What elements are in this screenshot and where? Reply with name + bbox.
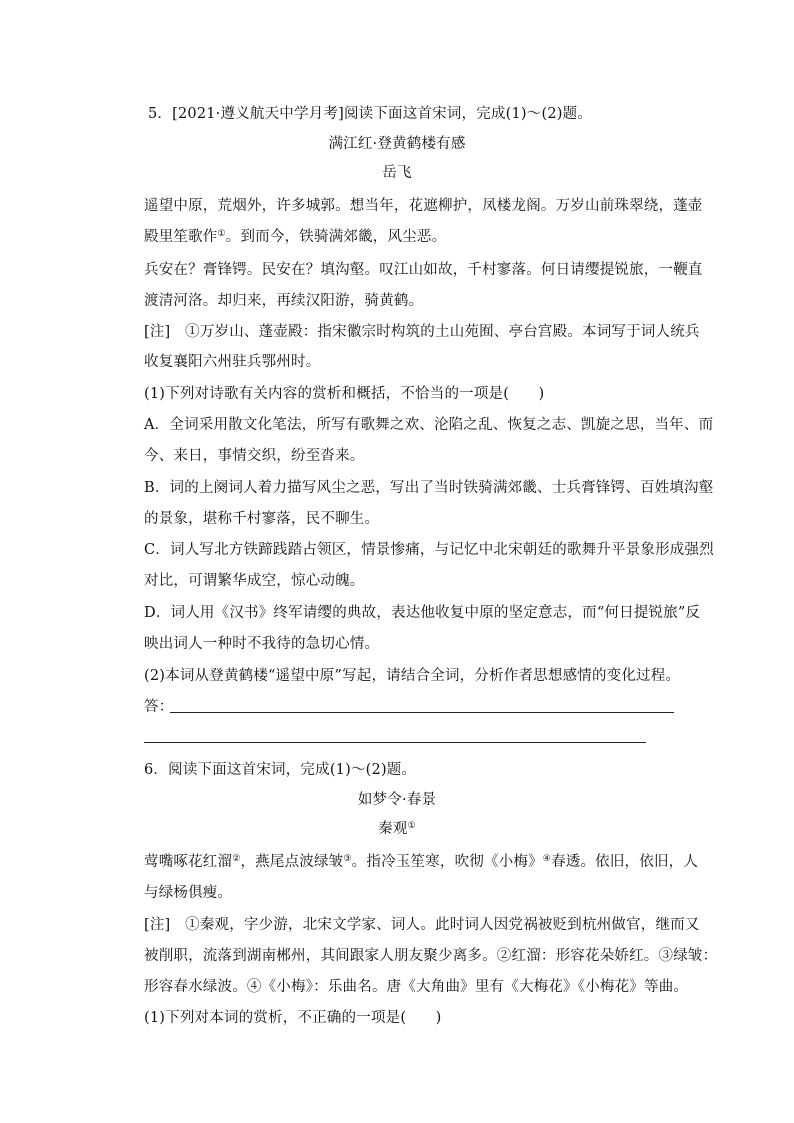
q5-note: 收复襄阳六州驻兵鄂州时。	[144, 354, 321, 370]
footnote-mark: ③	[343, 854, 352, 864]
q5-note: [注] ①万岁山、蓬壶殿：指宋徽宗时构筑的土山苑囿、亭台宫殿。本词写于词人统兵	[144, 324, 700, 340]
q5-poem-title: 满江红·登黄鹤楼有感	[328, 136, 466, 152]
q5-sub1-stem: (1)下列对诗歌有关内容的赏析和概括，不恰当的一项是( )	[144, 386, 545, 402]
footnote-mark: ①	[217, 229, 226, 239]
q5-sub2-stem: (2)本词从登黄鹤楼“遥望中原”写起，请结合全词，分析作者思想感情的变化过程。	[144, 668, 681, 684]
q5-poem-line: 遥望中原，荒烟外，许多城郭。想当年，花遮柳护，凤楼龙阁。万岁山前珠翠绕，蓬壶	[144, 198, 703, 214]
q5-option-c: C．词人写北方铁蹄践踏占领区，情景惨痛，与记忆中北宋朝廷的歌舞升平景象形成强烈	[144, 542, 714, 558]
q6-poem-line: 与绿杨俱瘦。	[144, 885, 233, 901]
q5-poem-line: 兵安在？膏锋锷。民安在？填沟壑。叹江山如故，千村寥落。何日请缨提锐旅，一鞭直	[144, 262, 703, 278]
q6-header: 6．阅读下面这首宋词，完成(1)～(2)题。	[144, 762, 417, 778]
q5-poem-line: 渡清河洛。却归来，再续汉阳游，骑黄鹤。	[144, 293, 424, 309]
q5-option-c: 对比，可谓繁华成空，惊心动魄。	[144, 573, 365, 589]
answer-blank-line[interactable]	[170, 712, 674, 713]
footnote-mark: ④	[542, 854, 552, 864]
q5-option-b: B．词的上阕词人着力描写风尘之恶，写出了当时铁骑满郊畿、士兵膏锋锷、百姓填沟壑	[144, 480, 714, 496]
q5-option-d: D．词人用《汉书》终军请缨的典故，表达他收复中原的坚定意志，而“何日提锐旅”反	[144, 605, 701, 621]
q5-option-a: A．全词采用散文化笔法，所写有歌舞之欢、沦陷之乱、恢复之志、凯旋之思，当年、而	[144, 417, 714, 433]
q5-poem-line: 殿里笙歌作①。到而今，铁骑满郊畿，风尘恶。	[144, 229, 447, 245]
footnote-mark: ②	[232, 854, 241, 864]
q6-poem-author: 秦观①	[378, 821, 416, 837]
footnote-mark: ①	[407, 821, 416, 831]
q6-note: [注] ①秦观，字少游，北宋文学家、词人。此时词人因党祸被贬到杭州做官，继而又	[144, 917, 700, 933]
q6-sub1-stem: (1)下列对本词的赏析，不正确的一项是( )	[144, 1010, 442, 1026]
q6-poem-title: 如梦令·春景	[357, 792, 437, 808]
answer-blank-line[interactable]	[144, 742, 646, 743]
q5-option-d: 映出词人一种时不我待的急切心情。	[144, 636, 380, 652]
q5-option-b: 的景象，堪称千村寥落，民不聊生。	[144, 511, 380, 527]
answer-label: 答：	[144, 699, 174, 715]
q6-poem-line: 莺嘴啄花红溜②，燕尾点波绿皱③。指冷玉笙寒，吹彻《小梅》④春透。依旧，依旧，人	[144, 854, 699, 870]
q5-header: 5．[2021·遵义航天中学月考]阅读下面这首宋词，完成(1)～(2)题。	[148, 106, 593, 122]
q5-option-a: 今、来日，事情交织，纷至沓来。	[144, 448, 365, 464]
q6-note: 被削职，流落到湖南郴州，其间跟家人朋友聚少离多。②红溜：形容花朵娇红。③绿皱：	[144, 948, 718, 964]
q5-poem-author: 岳飞	[382, 165, 412, 181]
q6-note: 形容春水绿波。④《小梅》：乐曲名。唐《大角曲》里有《大梅花》《小梅花》等曲。	[144, 979, 689, 995]
